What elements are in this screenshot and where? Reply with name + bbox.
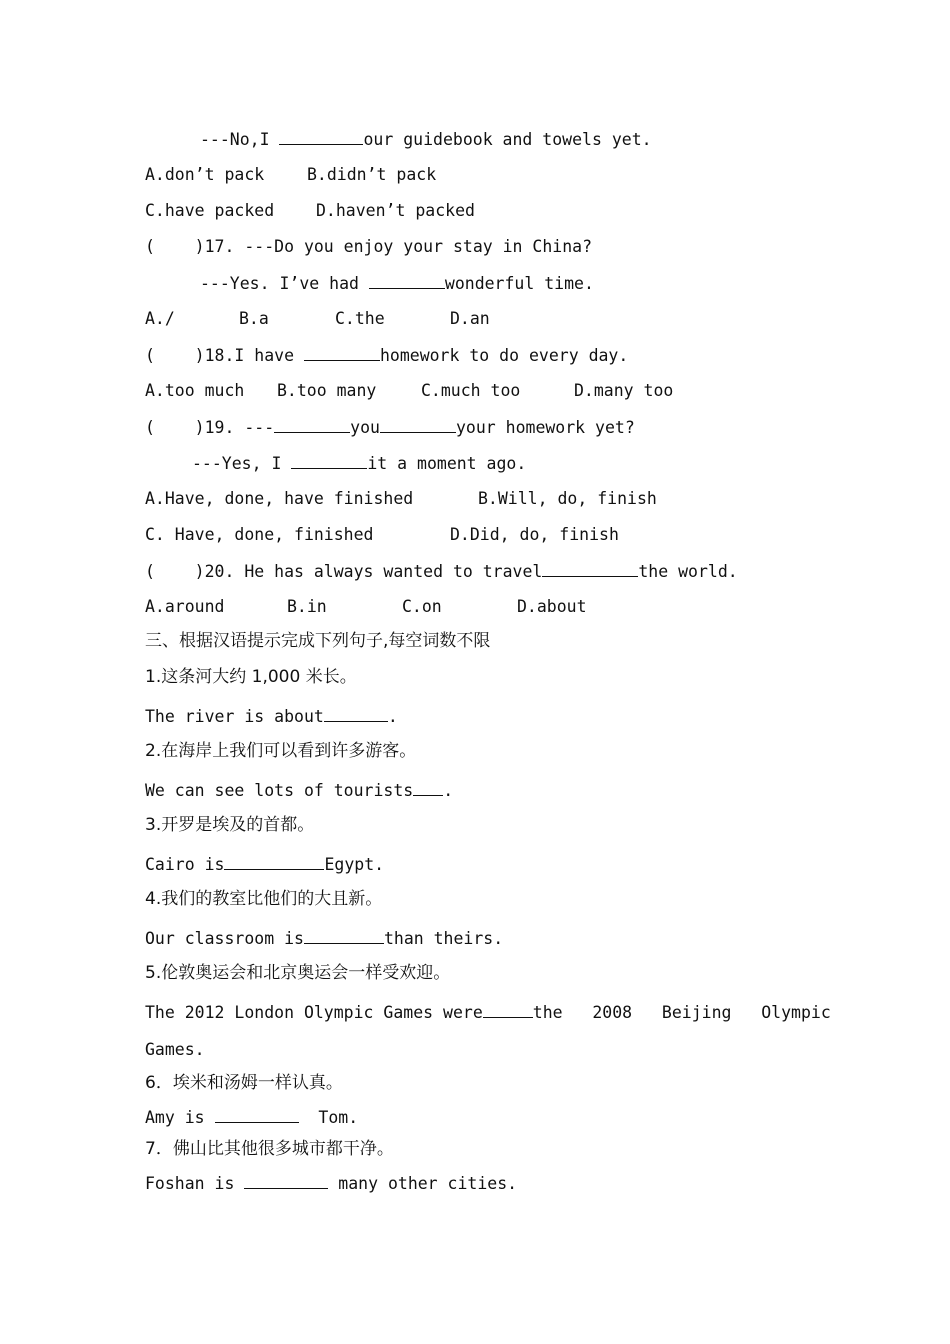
q19-option-a[interactable]: A.Have, done, have finished	[145, 489, 414, 508]
q18-option-a[interactable]: A.too much	[145, 381, 245, 400]
q17-option-a[interactable]: A./	[145, 309, 175, 328]
s3-item4-prefix: Our classroom is	[145, 929, 304, 948]
q17-text: ---Do you enjoy your stay in China?	[234, 237, 593, 256]
s3-item7-chinese: 7．佛山比其他很多城市都干净。	[145, 1139, 394, 1159]
q19-answer-prefix: ---Yes, I	[192, 454, 292, 473]
s3-item4-suffix: than theirs.	[383, 929, 504, 948]
q20-option-c[interactable]: C.on	[402, 597, 442, 616]
q20-blank[interactable]	[542, 560, 638, 577]
q20-option-b[interactable]: B.in	[287, 597, 327, 616]
q19-option-b[interactable]: B.Will, do, finish	[478, 489, 657, 508]
s3-item1-prefix: The river is about	[145, 707, 324, 726]
q18-option-c[interactable]: C.much too	[421, 381, 521, 400]
section3-heading: 三、根据汉语提示完成下列句子,每空词数不限	[145, 631, 491, 651]
q19-answer-line	[192, 452, 526, 475]
q17-answer-line	[200, 272, 594, 295]
q20-option-a[interactable]: A.around	[145, 597, 225, 616]
q18-blank[interactable]	[304, 344, 380, 361]
q20-option-d[interactable]: D.about	[517, 597, 587, 616]
q16-blank[interactable]	[279, 128, 363, 145]
q16-option-c[interactable]: C.have packed	[145, 201, 275, 220]
q18-prefix: I have	[234, 346, 304, 365]
q17-bracket: ( )17.	[145, 237, 235, 256]
q18-bracket: ( )18.	[145, 346, 235, 365]
q16-answer-line	[200, 128, 652, 151]
q18-question	[145, 344, 628, 367]
s3-item2-prefix: We can see lots of tourists	[145, 781, 414, 800]
s3-item1-blank[interactable]	[324, 705, 388, 722]
q17-option-b[interactable]: B.a	[239, 309, 269, 328]
q19-blank-2[interactable]	[380, 416, 456, 433]
q19-option-d[interactable]: D.Did, do, finish	[450, 525, 619, 544]
s3-item4-chinese: 4.我们的教室比他们的大且新。	[145, 889, 383, 909]
q16-option-d[interactable]: D.haven’t packed	[316, 201, 475, 220]
q19-suffix: your homework yet?	[455, 418, 635, 437]
q18-option-d[interactable]: D.many too	[574, 381, 674, 400]
q19-blank-1[interactable]	[274, 416, 350, 433]
q17-question	[145, 236, 592, 258]
s3-item5-prefix: The 2012 London Olympic Games were	[145, 1003, 483, 1022]
s3-item7-suffix: many other cities.	[328, 1174, 518, 1193]
s3-item7-prefix: Foshan is	[145, 1174, 245, 1193]
q17-option-d[interactable]: D.an	[450, 309, 490, 328]
s3-item2-blank[interactable]	[413, 779, 443, 796]
s3-item4-blank[interactable]	[304, 927, 384, 944]
q19-question	[145, 416, 635, 439]
q17-blank[interactable]	[369, 272, 445, 289]
s3-item7-blank[interactable]	[244, 1172, 328, 1189]
s3-item6-english	[145, 1106, 358, 1129]
s3-item3-blank[interactable]	[224, 853, 324, 870]
q17-option-c[interactable]: C.the	[335, 309, 385, 328]
q17-answer-prefix: ---Yes. I’ve had	[200, 274, 369, 293]
q20-prefix: He has always wanted to travel	[234, 562, 543, 581]
s3-item2-chinese: 2.在海岸上我们可以看到许多游客。	[145, 741, 417, 761]
q19-option-c[interactable]: C. Have, done, finished	[145, 525, 374, 544]
q18-suffix: homework to do every day.	[379, 346, 629, 365]
s3-item3-chinese: 3.开罗是埃及的首都。	[145, 815, 315, 835]
s3-item6-blank[interactable]	[215, 1106, 299, 1123]
s3-item2-suffix: .	[443, 781, 454, 800]
s3-item5-chinese: 5.伦敦奥运会和北京奥运会一样受欢迎。	[145, 963, 451, 983]
s3-item5-blank[interactable]	[483, 1001, 533, 1018]
q16-answer-prefix: ---No,I	[200, 130, 280, 149]
s3-item1-english	[145, 705, 398, 728]
q16-option-b[interactable]: B.didn’t pack	[307, 165, 437, 184]
s3-item3-english	[145, 853, 384, 876]
q20-bracket: ( )20.	[145, 562, 235, 581]
s3-item6-prefix: Amy is	[145, 1108, 215, 1127]
q20-suffix: the world.	[638, 562, 738, 581]
s3-item5-suffix: the 2008 Beijing Olympic	[532, 1003, 831, 1022]
q19-prefix: ---	[234, 418, 275, 437]
s3-item7-english	[145, 1172, 517, 1195]
q16-answer-suffix: our guidebook and towels yet.	[363, 130, 652, 149]
q19-blank-3[interactable]	[291, 452, 367, 469]
s3-item3-suffix: Egypt.	[324, 855, 385, 874]
q19-mid: you	[350, 418, 380, 437]
q17-answer-suffix: wonderful time.	[444, 274, 594, 293]
q19-answer-suffix: it a moment ago.	[367, 454, 527, 473]
s3-item1-suffix: .	[387, 707, 398, 726]
q20-question	[145, 560, 738, 583]
s3-item5-english	[145, 1001, 831, 1024]
s3-item5-english-line2: Games.	[145, 1040, 205, 1059]
s3-item4-english	[145, 927, 503, 950]
q16-option-a[interactable]: A.don’t pack	[145, 165, 265, 184]
s3-item2-english	[145, 779, 453, 802]
q19-bracket: ( )19.	[145, 418, 235, 437]
s3-item6-suffix: Tom.	[298, 1108, 359, 1127]
s3-item1-chinese: 1.这条河大约 1,000 米长。	[145, 667, 357, 687]
s3-item3-prefix: Cairo is	[145, 855, 225, 874]
s3-item6-chinese: 6．埃米和汤姆一样认真。	[145, 1073, 343, 1093]
q18-option-b[interactable]: B.too many	[277, 381, 377, 400]
